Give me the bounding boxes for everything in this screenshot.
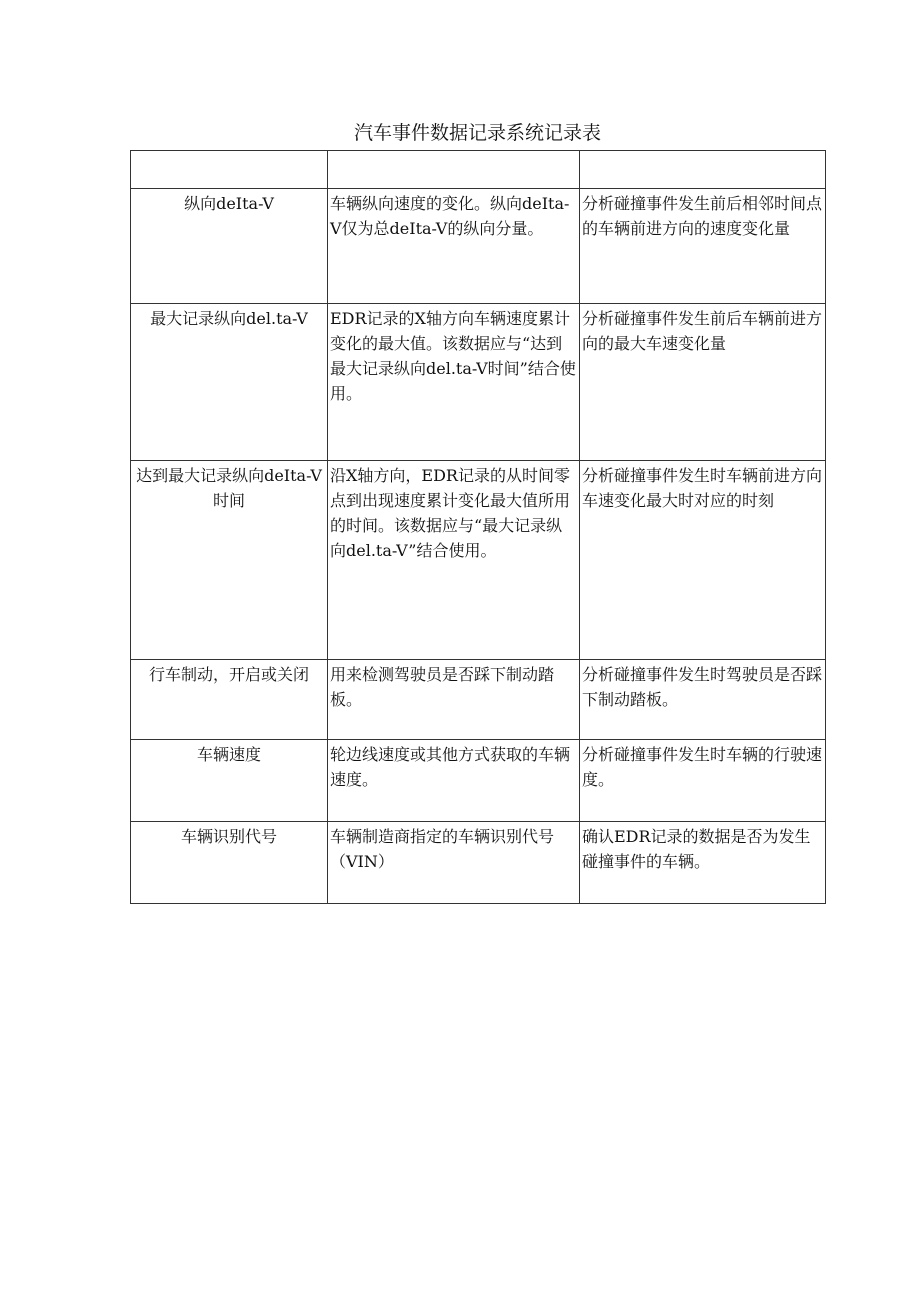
row-purpose-cell: 分析碰撞事件发生时车辆的行驶速度。: [580, 740, 826, 822]
row-name-cell: 纵向deIta-V: [131, 189, 328, 304]
row-purpose-cell: 分析碰撞事件发生前后相邻时间点的车辆前进方向的速度变化量: [580, 189, 826, 304]
table-row: [131, 189, 826, 304]
header-cell-name: [131, 151, 328, 189]
row-definition-cell: 车辆纵向速度的变化。纵向deIta-V仅为总deIta-V的纵向分量。: [328, 189, 580, 304]
row-definition-cell: 轮边线速度或其他方式获取的车辆速度。: [328, 740, 580, 822]
row-name-cell: 行车制动，开启或关闭: [131, 660, 328, 740]
table-header-row: [131, 151, 826, 189]
header-cell-definition: [328, 151, 580, 189]
table-row: [131, 822, 826, 904]
row-definition-cell: EDR记录的X轴方向车辆速度累计变化的最大值。该数据应与“达到最大记录纵向del.ta-V时间”结合使用。: [328, 304, 580, 461]
table-row: [131, 660, 826, 740]
row-definition-cell: 沿X轴方向，EDR记录的从时间零点到出现速度累计变化最大值所用的时间。该数据应与“最大记录纵向del.ta-V”结合使用。: [328, 461, 580, 660]
table-row: [131, 461, 826, 660]
table-row: [131, 740, 826, 822]
row-definition-cell: 车辆制造商指定的车辆识别代号（VIN）: [328, 822, 580, 904]
row-purpose-cell: 分析碰撞事件发生前后车辆前进方向的最大车速变化量: [580, 304, 826, 461]
row-purpose-cell: 分析碰撞事件发生时车辆前进方向车速变化最大时对应的时刻: [580, 461, 826, 660]
row-purpose-cell: 分析碰撞事件发生时驾驶员是否踩下制动踏板。: [580, 660, 826, 740]
row-name-cell: 车辆速度: [131, 740, 328, 822]
row-name-cell: 车辆识别代号: [131, 822, 328, 904]
row-purpose-cell: 确认EDR记录的数据是否为发生碰撞事件的车辆。: [580, 822, 826, 904]
row-name-cell: 最大记录纵向del.ta-V: [131, 304, 328, 461]
page-title: 汽车事件数据记录系统记录表: [353, 122, 601, 144]
row-name-cell: 达到最大记录纵向deIta-V时间: [131, 461, 328, 660]
row-definition-cell: 用来检测驾驶员是否踩下制动踏板。: [328, 660, 580, 740]
table-row: [131, 304, 826, 461]
record-table: [130, 150, 826, 904]
header-cell-purpose: [580, 151, 826, 189]
